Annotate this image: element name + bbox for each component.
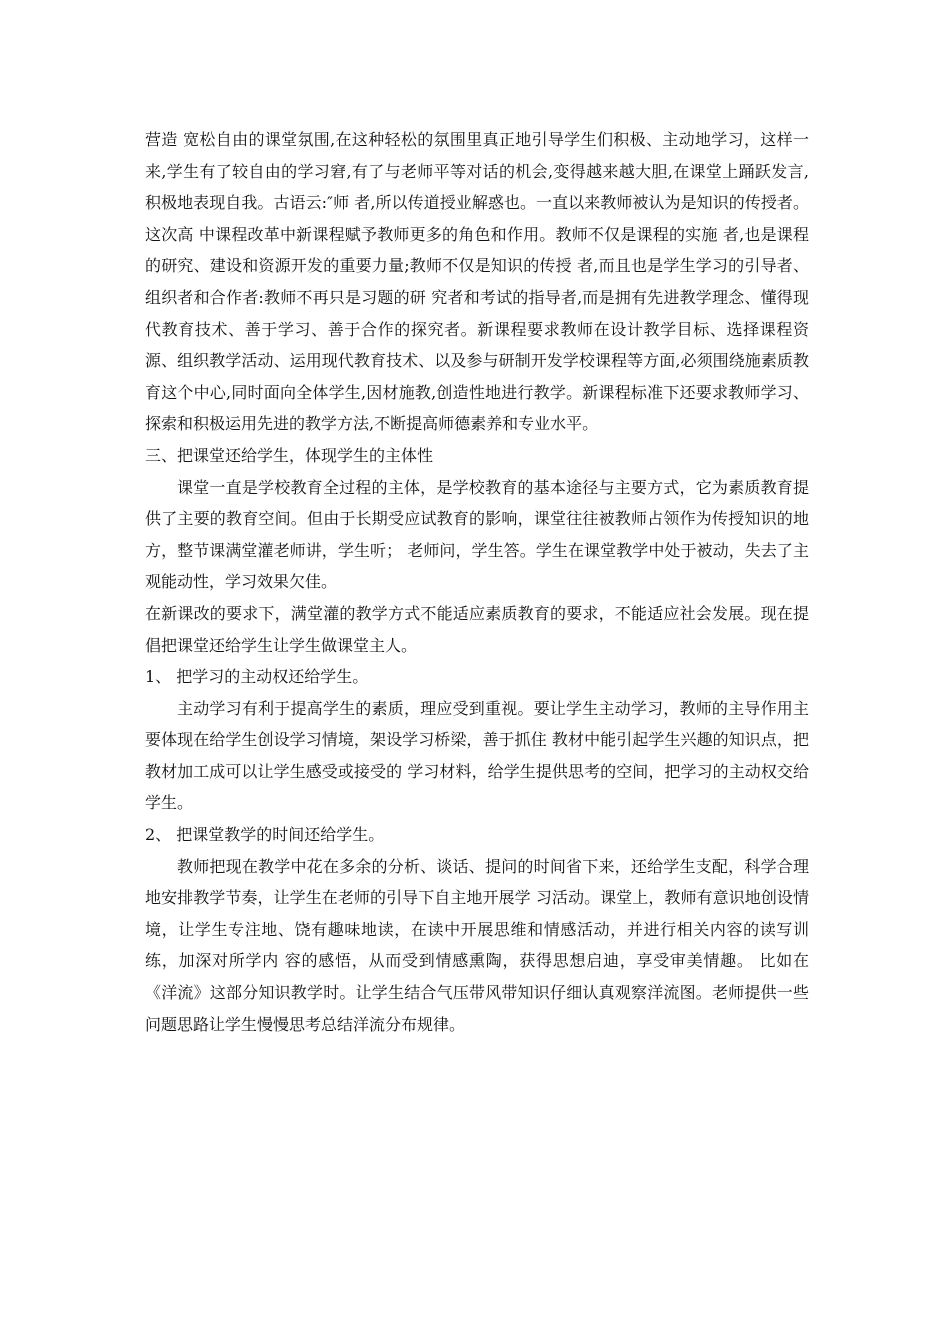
subsection-heading: 2、 把课堂教学的时间还给学生。 <box>145 825 385 845</box>
section-heading: 三、把课堂还给学生，体现学生的主体性 <box>145 445 434 465</box>
body-paragraph: 教师把现在教学中花在多余的分析、谈话、提问的时间省下来，还给学生支配，科学合理地安排教学节奏，让学生在老师的引导下自主地开展学 习活动。课堂上，教师有意识地创设情境，让学生专注地、饶有趣味地读，在读中开展思维和情感活动，并进行相关内容的读写训练，加深对所学内 容的感悟，从而受到情感熏陶，获得思想启迪，享受审美情趣。 比如在《洋流》这部分知识教学时。让学生结合气压带风带知识仔细认真观察洋流图。老师提供一些问题思路让学生慢慢思考总结洋流分布规律。 <box>145 856 809 1034</box>
body-paragraph: 课堂一直是学校教育全过程的主体，是学校教育的基本途径与主要方式，它为素质教育提供了主要的教育空间。但由于长期受应试教育的影响，课堂往往被教师占领作为传授知识的地方，整节课满堂灌老师讲，学生听； 老师问，学生答。学生在课堂教学中处于被动，失去了主观能动性，学习效果欠佳。 <box>145 477 809 592</box>
body-paragraph: 营造 宽松自由的课堂氛围,在这种轻松的氛围里真正地引导学生们积极、主动地学习，这样一来,学生有了较自由的学习窘,有了与老师平等对话的机会,变得越来越大胆,在课堂上踊跃发言,积极地表现自我。古语云:″师 者,所以传道授业解惑也。一直以来教师被认为是知识的传授者。这次高 中课程改革中新课程赋予教师更多的角色和作用。教师不仅是课程的实施 者,也是课程的研究、建设和资源开发的重要力量;教师不仅是知识的传授 者,而且也是学生学习的引导者、组织者和合作者:教师不再只是习题的研 究者和考试的指导者,而是拥有先进教学理念、懂得现代教育技术、善于学习、善于合作的探究者。新课程要求教师在设计教学目标、选择课程资 源、组织教学活动、运用现代教育技术、以及参与研制开发学校课程等方面,必须围绕施素质教育这个中心,同时面向全体学生,因材施教,创造性地进行教学。新课程标准下还要求教师学习、探索和积极运用先进的教学方法,不断提高师德素养和专业水平。 <box>145 130 809 434</box>
subsection-heading: 1、 把学习的主动权还给学生。 <box>145 667 369 687</box>
body-paragraph: 主动学习有利于提高学生的素质，理应受到重视。要让学生主动学习，教师的主导作用主要体现在给学生创设学习情境，架设学习桥梁，善于抓住 教材中能引起学生兴趣的知识点，把教材加工成可以让学生感受或接受的 学习材料，给学生提供思考的空间，把学习的主动权交给学生。 <box>145 698 809 813</box>
body-paragraph: 在新课改的要求下，满堂灌的教学方式不能适应素质教育的要求，不能适应社会发展。现在提倡把课堂还给学生让学生做课堂主人。 <box>145 603 809 655</box>
document-body <box>145 124 809 1040</box>
